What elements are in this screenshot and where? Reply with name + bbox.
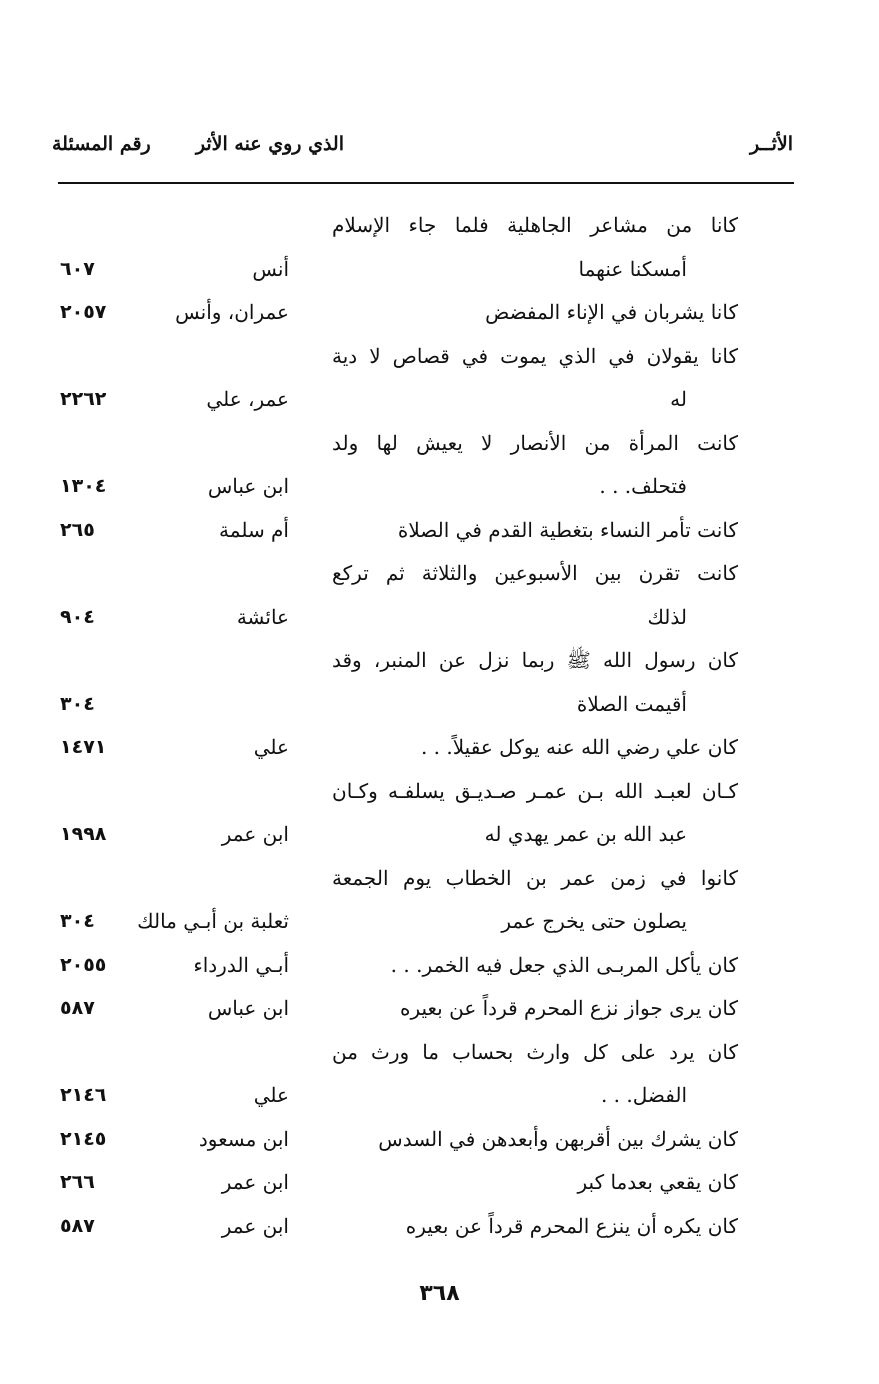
narrator-cell: ابن عباس — [207, 996, 289, 1020]
column-header-number: رقم المسئلة — [52, 133, 151, 155]
narrator-cell: ابن عمر — [221, 1170, 289, 1194]
athar-text-continuation: أقيمت الصلاة — [576, 691, 687, 716]
table-row — [0, 334, 824, 378]
athar-text-continuation: لذلك — [647, 604, 687, 629]
column-header-narrator: الذي روي عنه الأثر — [195, 133, 344, 155]
table-row — [0, 725, 824, 769]
table-row — [0, 986, 824, 1030]
table-row — [0, 899, 824, 943]
table-row — [0, 1160, 824, 1204]
table-row — [0, 1117, 824, 1161]
table-row — [0, 812, 824, 856]
athar-text: كان رسول الله ﷺ ربما نزل عن المنبر، وقد — [332, 648, 738, 672]
issue-number-cell: ٣٠٤ — [60, 692, 95, 715]
athar-text: كانت تقرن بين الأسبوعين والثلاثة ثم تركع — [332, 561, 738, 585]
issue-number-cell: ١٤٧١ — [60, 736, 107, 758]
table-row — [0, 638, 824, 682]
narrator-cell: ابن عباس — [207, 474, 289, 498]
athar-text: كان يأكل المربـى الذي جعل فيه الخمر. . . — [390, 952, 738, 977]
narrator-cell: أنس — [252, 256, 289, 281]
narrator-cell: ثعلبة بن أبـي مالك — [137, 909, 289, 933]
athar-text: كانا يشربان في الإناء المفضض — [485, 300, 738, 324]
athar-text-continuation: أمسكنا عنهما — [578, 256, 687, 281]
athar-text: كان يقعي بعدما كبر — [577, 1170, 738, 1194]
narrator-cell: ابن عمر — [221, 822, 289, 846]
issue-number-cell: ٢١٤٥ — [60, 1127, 107, 1150]
narrator-cell: ابن مسعود — [198, 1126, 289, 1151]
issue-number-cell: ٢٠٥٧ — [60, 301, 107, 323]
issue-number-cell: ٢٦٦ — [60, 1171, 95, 1193]
athar-text: كانا من مشاعر الجاهلية فلما جاء الإسلام — [332, 213, 738, 237]
narrator-cell: عائشة — [236, 604, 289, 629]
athar-text-continuation: الفضل. . . — [600, 1083, 687, 1107]
narrator-cell: أبـي الدرداء — [193, 952, 289, 977]
table-row — [0, 943, 824, 987]
table-row — [0, 551, 824, 595]
table-row — [0, 203, 824, 247]
issue-number-cell: ١٩٩٨ — [60, 823, 107, 845]
issue-number-cell: ٢٢٦٢ — [60, 388, 107, 410]
issue-number-cell: ٩٠٤ — [60, 605, 95, 628]
table-row — [0, 1204, 824, 1248]
table-row — [0, 464, 824, 508]
column-header-athar: الأثــر — [749, 133, 793, 155]
athar-text: كان يكره أن ينزع المحرم قرداً عن بعيره — [405, 1213, 738, 1238]
narrator-cell: أم سلمة — [219, 517, 289, 542]
athar-text-continuation: له — [670, 387, 687, 411]
table-row — [0, 377, 824, 421]
table-row — [0, 1073, 824, 1117]
athar-text: كان يرى جواز نزع المحرم قرداً عن بعيره — [399, 996, 738, 1020]
athar-text-continuation: فتحلف. . . — [599, 474, 687, 498]
table-row — [0, 290, 824, 334]
issue-number-cell: ٣٠٤ — [60, 910, 95, 932]
table-row — [0, 856, 824, 900]
narrator-cell: ابن عمر — [221, 1213, 289, 1238]
table-row — [0, 682, 824, 726]
narrator-cell: علي — [253, 735, 289, 759]
athar-text: كـان لعبـد الله بـن عمـر صـديـق يسلفـه وكـان — [332, 778, 738, 803]
athar-text: كانوا في زمن عمر بن الخطاب يوم الجمعة — [332, 865, 738, 890]
athar-text: كان يرد على كل وارث بحساب ما ورث من — [332, 1039, 738, 1064]
header-rule — [58, 182, 794, 184]
athar-text-continuation: يصلون حتى يخرج عمر — [501, 909, 687, 933]
table-row — [0, 247, 824, 291]
athar-text: كانت تأمر النساء بتغطية القدم في الصلاة — [397, 517, 738, 542]
issue-number-cell: ١٣٠٤ — [60, 475, 107, 497]
issue-number-cell: ٢١٤٦ — [60, 1084, 107, 1106]
issue-number-cell: ٥٨٧ — [60, 997, 95, 1019]
table-row — [0, 1030, 824, 1074]
narrator-cell: عمران، وأنس — [175, 300, 289, 324]
athar-text: كانت المرأة من الأنصار لا يعيش لها ولد — [332, 430, 738, 455]
issue-number-cell: ٢٦٥ — [60, 518, 95, 541]
athar-text: كان يشرك بين أقربهن وأبعدهن في السدس — [378, 1126, 738, 1151]
athar-text: كان علي رضي الله عنه يوكل عقيلاً. . . — [420, 735, 738, 759]
issue-number-cell: ٦٠٧ — [60, 257, 95, 280]
table-row — [0, 508, 824, 552]
issue-number-cell: ٥٨٧ — [60, 1214, 95, 1237]
narrator-cell: عمر، علي — [206, 387, 289, 411]
narrator-cell: علي — [253, 1083, 289, 1107]
table-row — [0, 595, 824, 639]
table-row — [0, 421, 824, 465]
issue-number-cell: ٢٠٥٥ — [60, 953, 107, 976]
table-row — [0, 769, 824, 813]
athar-text: كانا يقولان في الذي يموت في قصاص لا دية — [332, 343, 738, 368]
athar-text-continuation: عبد الله بن عمر يهدي له — [484, 822, 687, 846]
page-number: ٣٦٨ — [419, 1281, 460, 1306]
